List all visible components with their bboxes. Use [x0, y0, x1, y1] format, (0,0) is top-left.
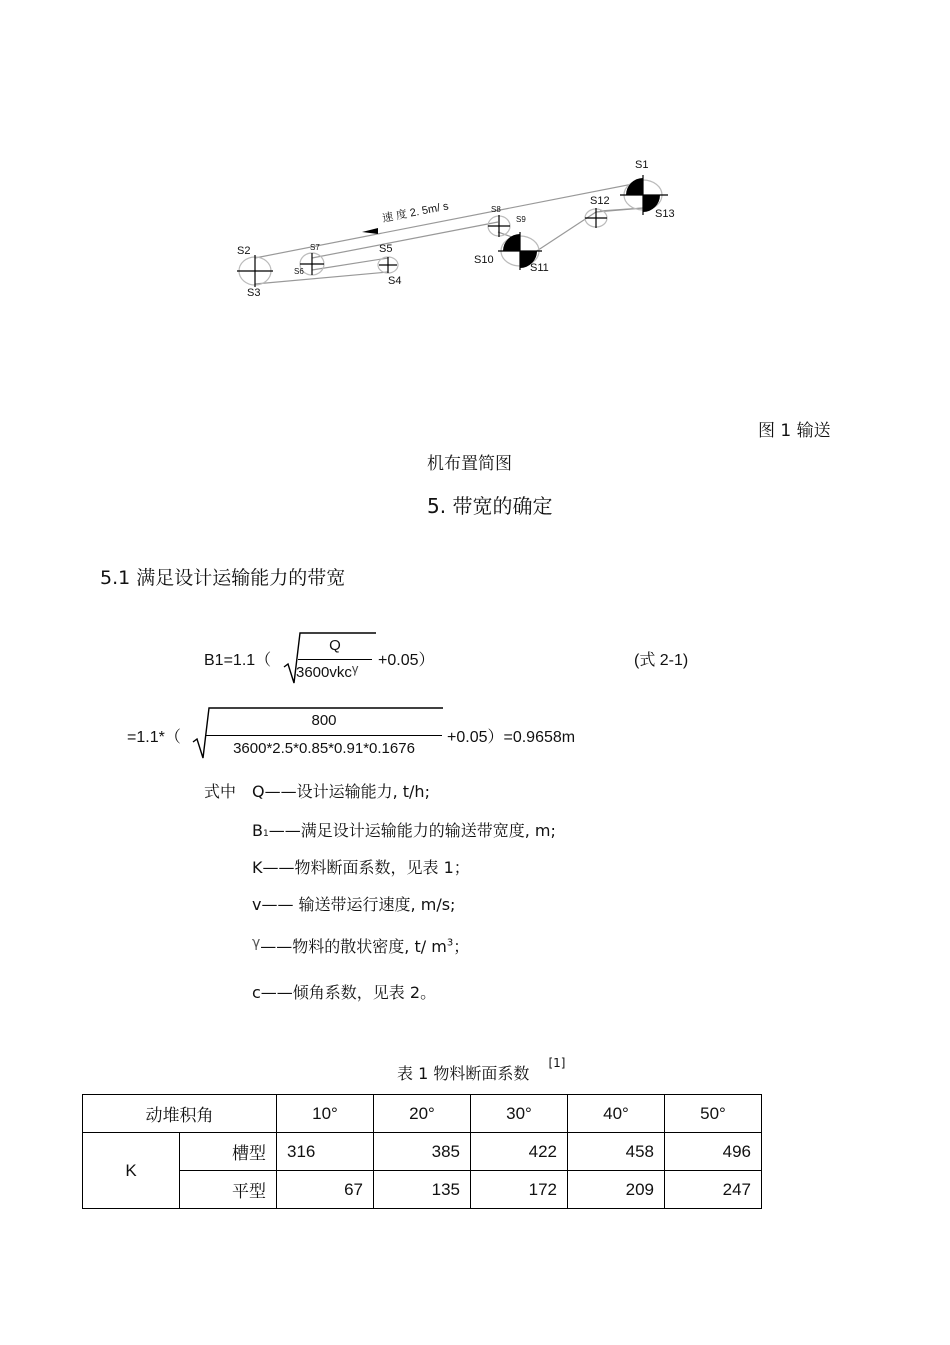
- definition-gamma-text: ——物料的散状密度, t/ m: [260, 937, 447, 956]
- table1-caption-text: 表 1 物料断面系数: [397, 1064, 530, 1083]
- table-cell: 458: [568, 1133, 665, 1171]
- header-angle: 10°: [277, 1095, 374, 1133]
- label-s7: S7: [310, 243, 320, 252]
- table1-reference: [1]: [548, 1055, 566, 1070]
- row-label: 平型: [180, 1171, 277, 1209]
- label-s2: S2: [237, 245, 251, 257]
- drum-s4-s5-icon: [378, 257, 398, 273]
- table-row: [83, 1171, 762, 1209]
- label-s13: S13: [655, 208, 675, 220]
- header-angle: 20°: [374, 1095, 471, 1133]
- formula1-number: (式 2-1): [634, 652, 689, 669]
- row-label: 槽型: [180, 1133, 277, 1171]
- definition-c: c——倾角系数，见表 2。: [252, 983, 437, 1002]
- speed-label: 速 度 2. 5m/ s: [381, 200, 450, 225]
- definition-b1-text: ——满足设计运输能力的输送带宽度, m;: [268, 821, 556, 840]
- table-header-row: [83, 1095, 762, 1133]
- label-s5: S5: [379, 243, 393, 255]
- table-cell: 247: [665, 1171, 762, 1209]
- definition-b1: [252, 818, 556, 841]
- formula2-numerator: 800: [311, 712, 337, 729]
- formula2-denominator: 3600*2.5*0.85*0.91*0.1676: [233, 740, 415, 757]
- formula2-tail: +0.05）=0.9658m: [447, 729, 576, 746]
- table1-caption: [397, 1055, 566, 1084]
- table-cell: 209: [568, 1171, 665, 1209]
- label-s6: S6: [294, 267, 304, 276]
- formula1-lhs: B1=1.1（: [204, 652, 272, 669]
- definition-k: K——物料断面系数，见表 1；: [252, 858, 470, 877]
- formula2-fraction-bar: [206, 735, 442, 736]
- definition-b1-symbol: B: [252, 821, 263, 840]
- subsection-heading: 5.1 满足设计运输能力的带宽: [100, 567, 346, 589]
- table-cell: 316: [277, 1133, 374, 1171]
- drum-s8-s9-icon: [488, 215, 510, 237]
- definition-gamma: [252, 934, 469, 957]
- direction-arrow-icon: [362, 228, 378, 234]
- table-cell: 496: [665, 1133, 762, 1171]
- label-s10: S10: [474, 254, 494, 266]
- header-angle: 50°: [665, 1095, 762, 1133]
- table-cell: 172: [471, 1171, 568, 1209]
- definition-b1-subscript: 1: [262, 829, 269, 839]
- formula2-lhs: =1.1*（: [127, 729, 181, 746]
- header-angle-label: 动堆积角: [83, 1095, 277, 1133]
- drum-s12-icon: [585, 208, 607, 228]
- label-s9: S9: [516, 215, 526, 224]
- belt-lines: [255, 182, 643, 284]
- drum-s2-s3-icon: [237, 255, 273, 287]
- formula1-fraction-bar: [298, 659, 372, 660]
- header-angle: 30°: [471, 1095, 568, 1133]
- gamma-symbol: γ: [252, 935, 261, 951]
- label-s11: S11: [530, 262, 549, 274]
- formula1-denominator: [296, 661, 376, 681]
- label-s12: S12: [590, 195, 610, 207]
- conveyor-layout-diagram: [0, 0, 950, 320]
- label-s4: S4: [388, 275, 402, 287]
- table-cell: 135: [374, 1171, 471, 1209]
- row-group-label: K: [83, 1133, 180, 1209]
- figure-caption-line1: 图 1 输送: [758, 421, 831, 441]
- definition-gamma-end: ；: [453, 937, 470, 956]
- definitions-intro: 式中: [204, 782, 237, 801]
- label-s3: S3: [247, 287, 261, 299]
- header-angle: 40°: [568, 1095, 665, 1133]
- table1-material-section-coefficient: [82, 1094, 762, 1209]
- definition-gamma-superscript: 3: [446, 937, 454, 949]
- figure-caption-line2: 机布置简图: [427, 454, 512, 474]
- formula1-denominator-text: 3600vkc: [296, 664, 352, 681]
- table-cell: 67: [277, 1171, 374, 1209]
- table-cell: 422: [471, 1133, 568, 1171]
- definition-v: v—— 输送带运行速度, m/s;: [252, 895, 456, 914]
- section-heading: 5. 带宽的确定: [427, 494, 553, 518]
- definition-q: Q——设计运输能力, t/h;: [252, 782, 430, 801]
- label-s1: S1: [635, 159, 649, 171]
- label-s8: S8: [491, 205, 501, 214]
- formula1-numerator: Q: [329, 637, 341, 654]
- table-cell: 385: [374, 1133, 471, 1171]
- formula1-tail: +0.05）: [378, 652, 435, 669]
- gamma-symbol: γ: [351, 661, 359, 676]
- table-row: [83, 1133, 762, 1171]
